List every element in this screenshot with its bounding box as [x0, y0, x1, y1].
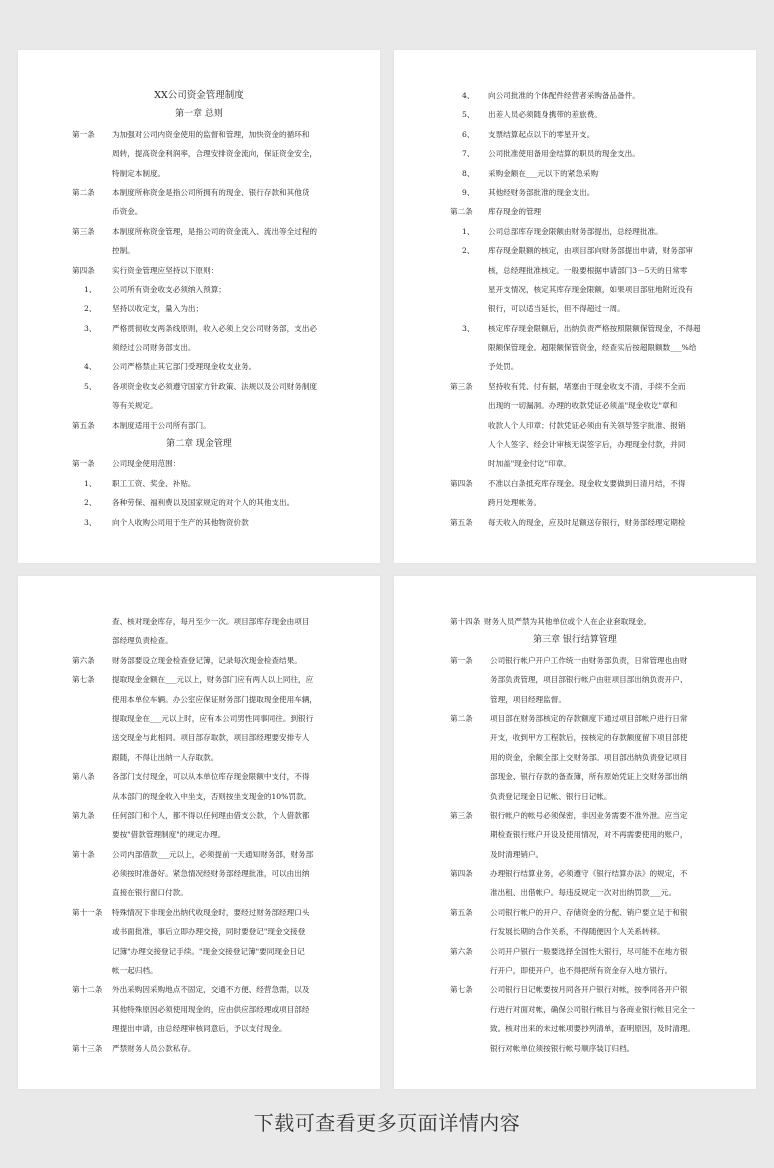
paragraph-line	[18, 883, 380, 902]
line-text: 负责登记现金日记帐、银行日记帐。	[490, 791, 612, 801]
paragraph-line	[394, 748, 756, 767]
line-text: 特制定本制度。	[112, 168, 166, 178]
item-number: 1、	[84, 478, 97, 488]
clause-number: 第四条	[450, 478, 473, 488]
line-text: 出现的一切漏洞。办理的收款凭证必须盖"现金收讫"章和	[488, 401, 678, 411]
line-text: 核定库存现金限额后，出纳负责严格按照限额保管现金，不得超	[488, 323, 701, 333]
paragraph-line	[18, 961, 380, 980]
paragraph-line	[394, 1019, 756, 1038]
line-text: 本制度所称资金管理，是指公司的资金流入、流出等全过程的	[112, 226, 318, 236]
document-page-1	[18, 50, 380, 563]
line-text: 库存现金的管理	[488, 207, 542, 217]
page-content	[394, 50, 756, 563]
clause-number: 第十条	[72, 849, 95, 859]
clause-line	[394, 144, 756, 163]
clause-number: 第五条	[450, 517, 473, 527]
clause-line	[18, 903, 380, 922]
section-heading	[18, 86, 380, 105]
clause-line	[394, 651, 756, 670]
page-content	[18, 576, 380, 1089]
line-text: 公司所有资金收支必须纳入预算；	[112, 284, 226, 294]
item-number: 6、	[462, 129, 475, 139]
line-text: 限额保管现金。超限额保管资金，经查实后按超限额数___%给	[488, 343, 697, 353]
heading-text: 第二章 现金管理	[166, 439, 232, 450]
document-page-4	[394, 576, 756, 1089]
clause-line	[18, 125, 380, 144]
line-text: 用的资金，余额全部上交财务部。项目部出纳负责登记项目	[490, 752, 688, 762]
line-text: 周转，提高资金利润率，合理安排资金流向，保证资金安全，	[112, 149, 318, 159]
line-text: 等有关规定。	[112, 401, 158, 411]
clause-number: 第三条	[72, 226, 95, 236]
line-text: 为加强对公司内资金使用的监督和管理，加快资金的循环和	[112, 129, 310, 139]
clause-number: 第九条	[72, 810, 95, 820]
clause-line	[18, 767, 380, 786]
clause-number: 第六条	[72, 655, 95, 665]
item-number: 1、	[84, 284, 97, 294]
heading-text: 第一章 总则	[175, 109, 223, 120]
line-text: 公司严格禁止其它部门受理现金收支业务。	[112, 362, 257, 372]
clause-line	[18, 454, 380, 473]
item-number: 3、	[84, 323, 97, 333]
clause-line	[394, 474, 756, 493]
paragraph-line	[394, 1039, 756, 1058]
clause-line	[18, 280, 380, 299]
item-number: 7、	[462, 149, 475, 159]
line-text: 行开户，即使开户，也不得把所有资金存入地方银行。	[490, 966, 673, 976]
clause-number: 第十二条	[72, 985, 103, 995]
line-text: 银行帐户的帐号必须保密，非因业务需要不准外泄。应当定	[490, 810, 688, 820]
line-text: 收款人个人印章；付款凭证必须由有关领导签字批准、报销	[488, 420, 686, 430]
paragraph-line	[18, 396, 380, 415]
paragraph-line	[18, 631, 380, 650]
clause-number: 第一条	[72, 129, 95, 139]
line-text: 期检查银行账户开设及使用情况，对不再需要使用的账户，	[490, 830, 688, 840]
clause-number: 第十一条	[72, 907, 103, 917]
paragraph-line	[18, 728, 380, 747]
line-text: 从本部门的现金收入中坐支，否则按坐支现金的10%罚款。	[112, 791, 312, 801]
paragraph-line	[18, 202, 380, 221]
clause-number: 第四条	[72, 265, 95, 275]
clause-number: 第二条	[450, 713, 473, 723]
line-text: 直接在银行窗口付款。	[112, 888, 188, 898]
clause-line	[18, 845, 380, 864]
paragraph-line	[18, 1019, 380, 1038]
line-text: 准出租、出借帐户。每违反规定一次对出纳罚款___元。	[490, 888, 677, 898]
item-number: 2、	[84, 304, 97, 314]
line-text: 或书面批准，事后立即办理交接，同时要登记"现金交接登	[112, 927, 306, 937]
item-number: 8、	[462, 168, 475, 178]
item-number: 3、	[84, 517, 97, 527]
line-text: 坚持收有凭、付有据，堵塞由于现金收支不清、手续不全而	[488, 381, 686, 391]
paragraph-line	[394, 883, 756, 902]
section-heading	[18, 105, 380, 124]
clause-line	[394, 86, 756, 105]
clause-line	[394, 612, 756, 631]
item-number: 4、	[462, 91, 475, 100]
line-text: 理提出申请，由总经理审核同意后，予以支付现金。	[112, 1024, 287, 1034]
download-prompt-text[interactable]: 下载可查看更多页面详情内容	[253, 1111, 521, 1135]
paragraph-line	[18, 241, 380, 260]
line-text: 公司银行帐户的开户、存储资金的分配、销户要立足于和银	[490, 907, 688, 917]
clause-line	[394, 241, 756, 260]
paragraph-line	[394, 767, 756, 786]
paragraph-line	[394, 961, 756, 980]
item-number: 2、	[462, 246, 475, 256]
paragraph-line	[18, 144, 380, 163]
line-text: 公司银行日记帐要按月同各开户银行对帐，按季同各开户银	[490, 985, 688, 995]
page-content	[394, 576, 756, 1089]
item-number: 4、	[84, 362, 97, 372]
clause-line	[18, 261, 380, 280]
line-text: 必须按时准备好。紧急情况经财务部经理批准，可以由出纳	[112, 869, 310, 879]
clause-line	[394, 105, 756, 124]
line-text: 跨月处理帐务。	[488, 498, 542, 508]
section-heading	[18, 435, 380, 454]
clause-line	[18, 806, 380, 825]
line-text: 外出采购因采购地点不固定，交通不方便、经营急需，以及	[112, 985, 310, 995]
paragraph-line	[18, 787, 380, 806]
line-text: 公司现金使用范围：	[112, 459, 181, 469]
line-text: 核，总经理批准核定。一般要根据申请部门3－5天的日常零	[488, 265, 688, 275]
clause-line	[394, 980, 756, 999]
line-text: 部现金、银行存款的备查簿，所有原始凭证上交财务部出纳	[490, 772, 688, 782]
line-text: 跟随，不得让出纳一人存取款。	[112, 752, 219, 762]
document-page-3	[18, 576, 380, 1089]
clause-number: 第一条	[450, 655, 473, 665]
clause-number: 第八条	[72, 772, 95, 782]
clause-line	[394, 319, 756, 338]
item-number: 5、	[462, 110, 475, 120]
paragraph-line	[18, 709, 380, 728]
line-text: 行进行对面对帐，确保公司银行帐目与各商业银行帐目完全一	[490, 1004, 696, 1014]
item-number: 1、	[462, 226, 475, 236]
line-text: 本制度所称资金是指公司所拥有的现金、银行存款和其他货	[112, 187, 310, 197]
paragraph-line	[394, 690, 756, 709]
line-text: 银行，可以适当延长，但不得超过一周。	[488, 304, 625, 314]
line-text: 提取现金金额在___元以上，财务部门应有两人以上同往，应	[112, 675, 314, 685]
line-text: 部经理负责检查。	[112, 636, 173, 646]
line-text: 须经过公司财务部支出。	[112, 343, 196, 353]
paragraph-line	[18, 612, 380, 631]
clause-line	[394, 942, 756, 961]
paragraph-line	[394, 670, 756, 689]
line-text: 帐一起归档。	[112, 966, 158, 976]
clause-line	[394, 202, 756, 221]
clause-number: 第二条	[72, 187, 95, 197]
line-text: 职工工资、奖金、补贴。	[112, 478, 196, 488]
clause-line	[394, 806, 756, 825]
line-text: 出差人员必须随身携带的差旅费。	[488, 110, 602, 120]
clause-number: 第七条	[450, 985, 473, 995]
clause-line	[394, 864, 756, 883]
clause-number: 第五条	[450, 907, 473, 917]
line-text: 财务人员严禁为其他单位或个人在企业套取现金。	[484, 617, 652, 626]
clause-number: 第十三条	[72, 1043, 103, 1053]
line-text: 支票结算起点以下的零星开支。	[488, 129, 595, 139]
line-text: 公司内部借款___元以上，必须提前一天通知财务部，财务部	[112, 849, 314, 859]
line-text: 开支，收到甲方工程款后，按核定的存款额度留下项目部使	[490, 733, 688, 743]
line-text: 项目部在财务部核定的存款额度下通过项目部帐户进行日常	[490, 713, 688, 723]
line-text: 特殊情况下非现金出纳代收现金时，要经过财务部经理口头	[112, 907, 310, 917]
clause-line	[18, 183, 380, 202]
paragraph-line	[18, 825, 380, 844]
paragraph-line	[394, 845, 756, 864]
line-text: 控制。	[112, 246, 135, 256]
clause-line	[18, 670, 380, 689]
line-text: 要按"借款管理制度"的规定办理。	[112, 830, 226, 840]
document-page-2	[394, 50, 756, 563]
line-text: 致。核对出来的未过帐项要抄列清单，查明原因，及时清理。	[490, 1024, 696, 1034]
line-text: 务部负责管理，项目部银行帐户由驻项目部出纳负责开户、	[490, 675, 688, 685]
paragraph-line	[394, 416, 756, 435]
line-text: 管理，项目经理监督。	[490, 694, 566, 704]
line-text: 办理银行结算业务，必须遵守《银行结算办法》的规定，不	[490, 869, 688, 879]
item-number: 2、	[84, 498, 97, 508]
line-text: 星开支情况，核定其库存现金限额，如果项目部驻地附近没有	[488, 284, 694, 294]
paragraph-line	[394, 338, 756, 357]
paragraph-line	[394, 787, 756, 806]
paragraph-line	[394, 280, 756, 299]
clause-number: 第十四条	[450, 617, 481, 626]
clause-line	[394, 709, 756, 728]
paragraph-line	[18, 748, 380, 767]
item-number: 3、	[462, 323, 475, 333]
line-text: 任何部门和个人，都不得以任何理由借支公款，个人借款都	[112, 810, 310, 820]
paragraph-line	[18, 942, 380, 961]
clause-line	[18, 493, 380, 512]
clause-number: 第五条	[72, 420, 95, 430]
paragraph-line	[394, 435, 756, 454]
line-text: 向公司批准的个体配件经营者采购备品备件。	[488, 91, 640, 100]
clause-number: 第二条	[450, 207, 473, 217]
line-text: 财务部要设立现金检查登记簿，记录每次现金检查结果。	[112, 655, 302, 665]
paragraph-line	[394, 728, 756, 747]
clause-line	[18, 1039, 380, 1058]
line-text: 向个人收购公司用于生产的其他物资价款	[112, 517, 249, 527]
clause-line	[18, 651, 380, 670]
item-number: 5、	[84, 381, 97, 391]
line-text: 各种劳保、福利费以及国家规定的对个人的其他支出。	[112, 498, 295, 508]
clause-line	[394, 903, 756, 922]
line-text: 不准以白条抵充库存现金。现金收支要做到日清月结，不得	[488, 478, 686, 488]
clause-line	[18, 513, 380, 532]
line-text: 每天收入的现金，应及时足额送存银行，财务部经理定期检	[488, 517, 686, 527]
clause-number: 第三条	[450, 810, 473, 820]
clause-line	[394, 377, 756, 396]
line-text: 予处罚。	[488, 362, 519, 372]
paragraph-line	[394, 922, 756, 941]
line-text: 各部门支付现金，可以从本单位库存现金限额中支付，不得	[112, 772, 310, 782]
clause-line	[18, 377, 380, 396]
heading-text: 第三章 银行结算管理	[533, 635, 617, 646]
page-content	[18, 50, 380, 563]
clause-number: 第六条	[450, 946, 473, 956]
line-text: 公司总部库存现金限额由财务部提出，总经理批准。	[488, 226, 663, 236]
paragraph-line	[394, 357, 756, 376]
paragraph-line	[394, 299, 756, 318]
line-text: 实行资金管理应坚持以下原则：	[112, 265, 219, 275]
paragraph-line	[18, 1000, 380, 1019]
line-text: 查、核对现金库存，每月至少一次。项目部库存现金由项目	[112, 617, 310, 626]
line-text: 使用本单位车辆。办公室应保证财务部门提取现金使用车辆，	[112, 694, 318, 704]
line-text: 公司批准使用备用金结算的职员的现金支出。	[488, 149, 640, 159]
line-text: 本制度适用于公司所有部门。	[112, 420, 211, 430]
clause-number: 第三条	[450, 381, 473, 391]
line-text: 各项资金收支必须遵守国家方针政策、法规以及公司财务制度	[112, 381, 318, 391]
clause-line	[394, 513, 756, 532]
clause-number: 第七条	[72, 675, 95, 685]
clause-line	[18, 222, 380, 241]
paragraph-line	[394, 261, 756, 280]
paragraph-line	[394, 493, 756, 512]
line-text: 人个人签字、经会计审核无误签字后，办理现金付款，并同	[488, 440, 686, 450]
clause-line	[394, 222, 756, 241]
item-number: 9、	[462, 187, 475, 197]
clause-line	[18, 299, 380, 318]
line-text: 采购金额在___元以下的紧急采购	[488, 168, 599, 178]
paragraph-line	[394, 825, 756, 844]
section-heading	[394, 631, 756, 650]
line-text: 公司开户银行一般要选择全国性大银行，尽可能不在地方银	[490, 946, 688, 956]
line-text: 记簿"办理交接登记手续。"现金交接登记簿"要同现金日记	[112, 946, 305, 956]
heading-text: XX公司资金管理制度	[154, 90, 244, 101]
line-text: 币资金。	[112, 207, 143, 217]
line-text: 时加盖"现金付讫"印章。	[488, 459, 571, 469]
line-text: 严禁财务人员公款私存。	[112, 1043, 196, 1053]
line-text: 及时清理销户。	[490, 849, 544, 859]
line-text: 其他经财务部批准的现金支出。	[488, 187, 595, 197]
clause-number: 第四条	[450, 869, 473, 879]
clause-line	[394, 183, 756, 202]
paragraph-line	[18, 922, 380, 941]
paragraph-line	[394, 1000, 756, 1019]
line-text: 公司银行帐户开户工作统一由财务部负责，日常管理也由财	[490, 655, 688, 665]
line-text: 库存现金限额的核定，由项目部向财务部提出申请，财务部审	[488, 246, 694, 256]
clause-line	[18, 474, 380, 493]
paragraph-line	[18, 164, 380, 183]
paragraph-line	[18, 338, 380, 357]
clause-line	[18, 357, 380, 376]
paragraph-line	[394, 396, 756, 415]
line-text: 坚持以收定支，量入为出；	[112, 304, 204, 314]
line-text: 提取现金在___元以上时，应有本公司男性同事同往。到银行	[112, 713, 314, 723]
clause-line	[394, 164, 756, 183]
line-text: 行发展长期的合作关系，不得随便因个人关系转移。	[490, 927, 665, 937]
line-text: 银行对帐单位须按银行帐号顺序装订归档。	[490, 1043, 635, 1053]
paragraph-line	[394, 454, 756, 473]
clause-number: 第一条	[72, 459, 95, 469]
clause-line	[394, 125, 756, 144]
line-text: 其他特殊原因必须使用现金的，应由供应部经理或项目部经	[112, 1004, 310, 1014]
line-text: 严格贯彻收支两条线原则，收入必须上交公司财务部，支出必	[112, 323, 318, 333]
paragraph-line	[18, 690, 380, 709]
line-text: 送交现金与此相同。项目部存取款，项目部经理要安排专人	[112, 733, 310, 743]
paragraph-line	[18, 864, 380, 883]
clause-line	[18, 416, 380, 435]
clause-line	[18, 980, 380, 999]
clause-line	[18, 319, 380, 338]
